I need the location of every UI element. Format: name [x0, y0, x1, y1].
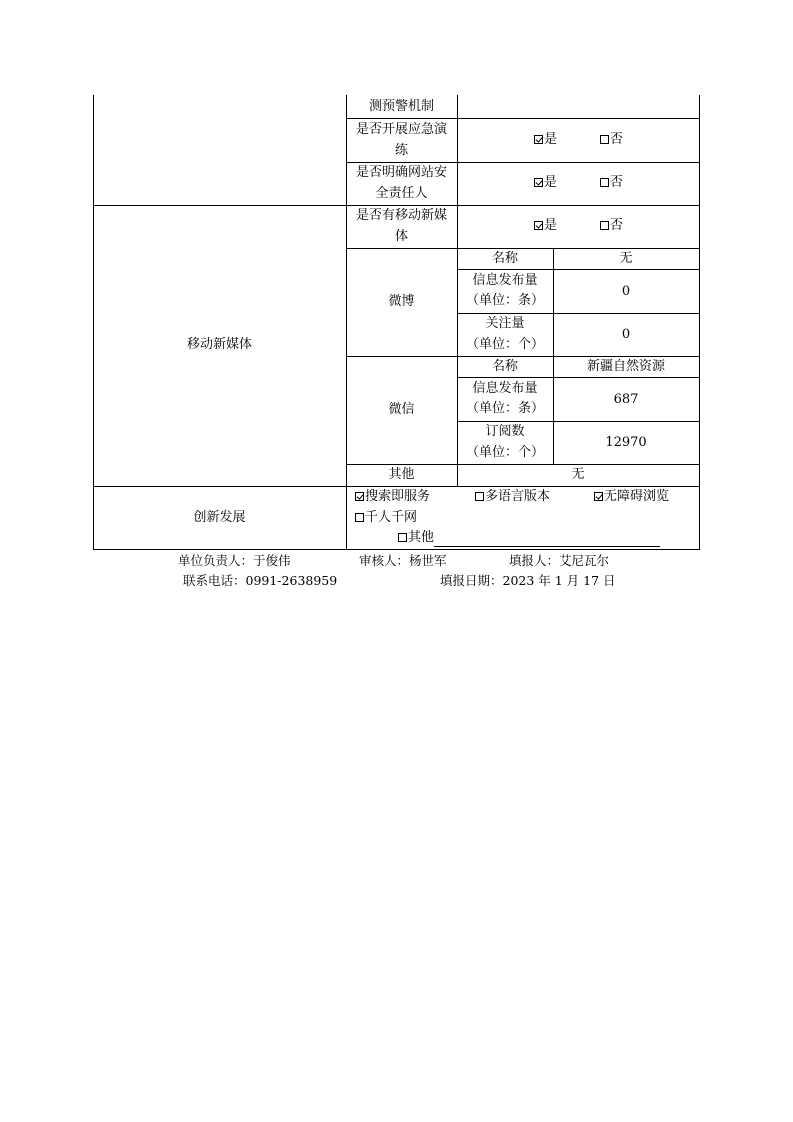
checkbox-unchecked-icon[interactable] [600, 135, 609, 144]
checkbox-unchecked-icon[interactable] [398, 533, 407, 542]
row-divider [346, 118, 700, 119]
other-innovation-blank[interactable] [434, 532, 660, 547]
security-no-option[interactable] [600, 173, 623, 193]
drill-no-label: 否 [610, 132, 624, 147]
weibo-follow-label-line2: （单位：个） [465, 337, 544, 352]
accessible-label: 无障碍浏览 [604, 489, 670, 504]
weibo-posts-label-line1: 信息发布量 [472, 273, 538, 288]
drill-label-line2: 练 [394, 143, 408, 158]
has-media-label-line1: 是否有移动新媒 [355, 208, 447, 223]
checkbox-checked-icon[interactable] [594, 492, 603, 501]
monitor-label: 测预警机制 [368, 99, 434, 114]
weibo-posts-value: 0 [621, 284, 631, 299]
weibo-posts-label-line2: （单位：条） [465, 293, 544, 308]
search-service-option[interactable] [355, 487, 430, 507]
qianren-label: 千人千网 [365, 510, 418, 525]
row-divider [457, 377, 700, 378]
has-media-yes-label: 是 [544, 218, 558, 233]
checkbox-unchecked-icon[interactable] [600, 178, 609, 187]
checkbox-checked-icon[interactable] [534, 135, 543, 144]
mobile-section-label: 移动新媒体 [186, 337, 252, 352]
wechat-label: 微信 [388, 402, 415, 417]
responsible-person: 单位负责人：于俊伟 [178, 553, 291, 568]
wechat-posts-value: 687 [613, 392, 639, 407]
multilang-label: 多语言版本 [485, 489, 551, 504]
security-no-label: 否 [610, 175, 624, 190]
checkbox-unchecked-icon[interactable] [600, 221, 609, 230]
has-media-no-label: 否 [610, 218, 624, 233]
wechat-subs-value: 12970 [605, 435, 647, 450]
drill-yes-option[interactable] [534, 130, 557, 150]
table-border-right [699, 95, 700, 550]
qianren-option[interactable] [355, 508, 417, 528]
innovation-section-label: 创新发展 [193, 510, 246, 525]
weibo-name-label: 名称 [491, 251, 518, 266]
security-yes-option[interactable] [534, 173, 557, 193]
filler: 填报人：艾尼瓦尔 [509, 553, 610, 568]
weibo-follow-label-line1: 关注量 [485, 316, 525, 331]
search-service-label: 搜索即服务 [365, 489, 431, 504]
security-label-line1: 是否明确网站安 [355, 165, 447, 180]
checkbox-checked-icon[interactable] [355, 492, 364, 501]
accessible-option[interactable] [594, 487, 669, 507]
checkbox-checked-icon[interactable] [534, 178, 543, 187]
weibo-label: 微博 [388, 294, 415, 309]
checkbox-unchecked-icon[interactable] [475, 492, 484, 501]
wechat-subs-label-line2: （单位：个） [465, 445, 544, 460]
security-label-line2: 全责任人 [375, 186, 428, 201]
other-media-value: 无 [571, 467, 585, 482]
table-border-bottom [93, 549, 700, 550]
fill-date: 填报日期：2023 年 1 月 17 日 [440, 573, 616, 588]
drill-yes-label: 是 [544, 132, 558, 147]
drill-label-line1: 是否开展应急演 [355, 122, 447, 137]
checkbox-checked-icon[interactable] [534, 221, 543, 230]
contact-phone: 联系电话：0991-2638959 [183, 573, 338, 588]
multilang-option[interactable] [475, 487, 550, 507]
row-divider [457, 269, 700, 270]
drill-no-option[interactable] [600, 130, 623, 150]
security-yes-label: 是 [544, 175, 558, 190]
has-media-no-option[interactable] [600, 216, 623, 236]
wechat-subs-label-line1: 订阅数 [485, 424, 525, 439]
checkbox-unchecked-icon[interactable] [355, 513, 364, 522]
other-innovation-option[interactable] [398, 529, 660, 547]
reviewer: 审核人：杨世军 [359, 553, 447, 568]
wechat-name-label: 名称 [491, 359, 518, 374]
other-innovation-label: 其他 [408, 530, 435, 545]
weibo-name-value: 无 [619, 251, 633, 266]
weibo-follow-value: 0 [621, 327, 631, 342]
table-border-left [93, 95, 94, 550]
wechat-posts-label-line2: （单位：条） [465, 401, 544, 416]
has-media-label-line2: 体 [394, 229, 408, 244]
wechat-posts-label-line1: 信息发布量 [472, 381, 538, 396]
wechat-name-value: 新疆自然资源 [586, 359, 665, 374]
other-media-label: 其他 [388, 467, 415, 482]
has-media-yes-option[interactable] [534, 216, 557, 236]
